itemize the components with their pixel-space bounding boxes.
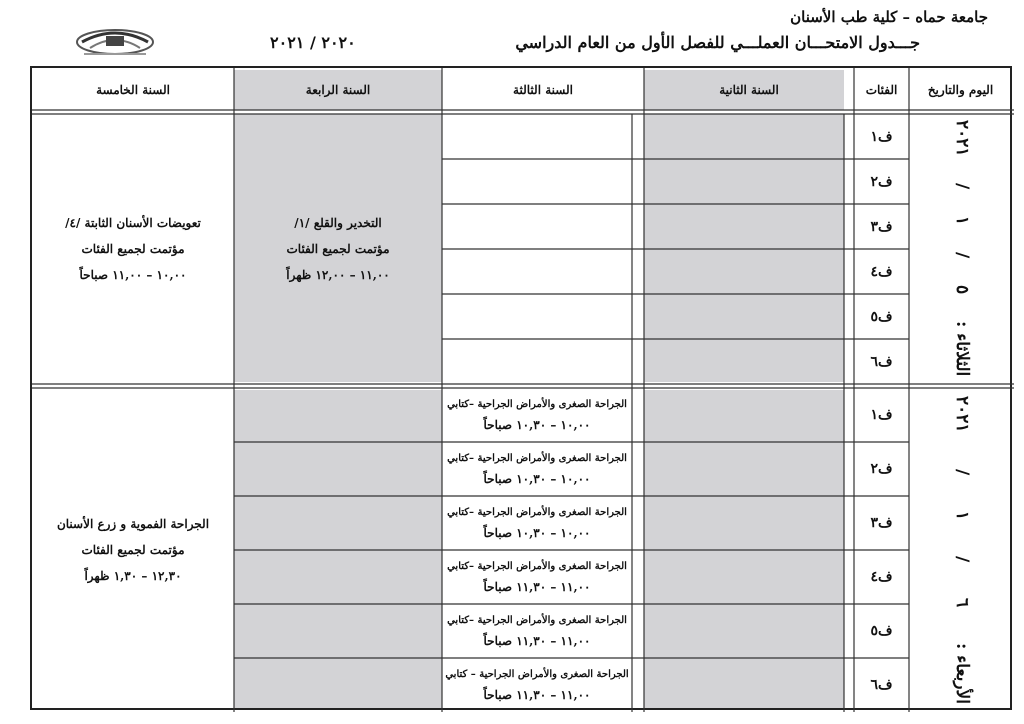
day1-date: [922, 120, 1002, 376]
day2-year3-group3: [442, 496, 632, 550]
day1-group-2: ف٢: [870, 173, 893, 190]
day2-year3-group2-time: ١٠,٠٠ – ١٠,٣٠ صباحاً: [483, 472, 591, 486]
day1-date-sep1: /: [952, 251, 972, 259]
day2-year3-group1-subject: الجراحة الصغرى والأمراض الجراحية –كتابي: [447, 399, 627, 410]
header-year4: السنة الرابعة: [305, 83, 371, 97]
day2-year3-group6: [442, 658, 632, 712]
schedule-title-text: جـــدول الامتحـــان العملـــي للفصل الأول من العام الدراسي: [515, 33, 920, 52]
day1-year4-time: ١١,٠٠ – ١٢,٠٠ ظهراً: [286, 268, 390, 282]
day2-year3-group4-time: ١١,٠٠ – ١١,٣٠ صباحاً: [483, 580, 591, 594]
day2-date-sep2: /: [952, 468, 972, 475]
header-year2: السنة الثانية: [719, 83, 779, 97]
day1-year4-exam: [234, 114, 442, 384]
day2-day-name: الأربعاء :: [952, 643, 972, 704]
day1-date-month: ١: [952, 216, 972, 226]
day2-date-month: ١: [952, 510, 972, 520]
day2-year3-group3-subject: الجراحة الصغرى والأمراض الجراحية –كتابي: [447, 507, 627, 518]
day2-group-5: ف٥: [870, 623, 893, 639]
academic-year: ٢٠٢٠ / ٢٠٢١: [270, 33, 356, 52]
day2-date: [922, 396, 1002, 704]
day2-year5-exam: [32, 388, 234, 712]
day1-year4-subject: التخدير والقلع /١/: [294, 216, 382, 230]
day1-year5-exam: [32, 114, 234, 384]
day2-year3-group1: [442, 388, 632, 442]
day2-year3-group2-subject: الجراحة الصغرى والأمراض الجراحية –كتابي: [447, 453, 627, 464]
day1-date-year: ٢٠٢١: [952, 120, 972, 157]
day2-year5-mode: مؤتمت لجميع الفئات: [81, 543, 185, 557]
day2-group-4: ف٤: [870, 569, 893, 585]
day1-group-1: ف١: [870, 128, 893, 145]
day1-group-4: ف٤: [870, 263, 893, 280]
header-year5: السنة الخامسة: [96, 83, 170, 97]
day2-year3-group4-subject: الجراحة الصغرى والأمراض الجراحية –كتابي: [447, 561, 627, 572]
day1-year5-mode: مؤتمت لجميع الفئات: [81, 242, 185, 256]
day2-year3-group4: [442, 550, 632, 604]
university-name: جامعة حماه – كلية طب الأسنان: [790, 8, 988, 26]
day2-date-day: ٦: [952, 597, 972, 608]
day2-group-3: ف٣: [870, 515, 893, 531]
header-year3: السنة الثالثة: [513, 83, 573, 97]
day1-group-6: ف٦: [870, 353, 893, 370]
day1-year5-subject: تعويضات الأسنان الثابتة /٤/: [65, 216, 201, 230]
day1-date-day: ٥: [952, 284, 972, 295]
day1-group-3: ف٣: [870, 218, 893, 235]
university-logo-icon: [70, 22, 160, 62]
day2-date-sep1: /: [952, 555, 972, 563]
day1-day-name: الثلاثاء :: [952, 320, 972, 376]
day2-year3-group6-time: ١١,٠٠ – ١١,٣٠ صباحاً: [483, 688, 591, 702]
day2-date-year: ٢٠٢١: [952, 396, 972, 433]
day2-group-2: ف٢: [870, 461, 893, 477]
day2-year5-subject: الجراحة الفموية و زرع الأسنان: [56, 517, 210, 531]
day1-year5-time: ١٠,٠٠ – ١١,٠٠ صباحاً: [79, 268, 187, 282]
day2-group-1: ف١: [870, 407, 893, 423]
day2-year3-group5: [442, 604, 632, 658]
day1-group-5: ف٥: [870, 308, 893, 325]
day2-year3-group5-time: ١١,٠٠ – ١١,٣٠ صباحاً: [483, 634, 591, 648]
exam-schedule-table: [30, 66, 1012, 710]
day1-year4-mode: مؤتمت لجميع الفئات: [286, 242, 390, 256]
day1-date-sep2: /: [952, 183, 972, 190]
day2-year5-time: ١٢,٣٠ – ١,٣٠ ظهراً: [84, 569, 182, 583]
day2-year3-group2: [442, 442, 632, 496]
header-day-date: اليوم والتاريخ: [927, 83, 994, 97]
day2-group-6: ف٦: [870, 677, 893, 693]
day2-year3-group3-time: ١٠,٠٠ – ١٠,٣٠ صباحاً: [483, 526, 591, 540]
day2-year3-group5-subject: الجراحة الصغرى والأمراض الجراحية –كتابي: [447, 615, 627, 626]
header-groups: الفئات: [865, 83, 898, 97]
day2-year3-group1-time: ١٠,٠٠ – ١٠,٣٠ صباحاً: [483, 418, 591, 432]
day2-year3-group6-subject: الجراحة الصغرى والأمراض الجراحية – كتابي: [445, 669, 629, 680]
